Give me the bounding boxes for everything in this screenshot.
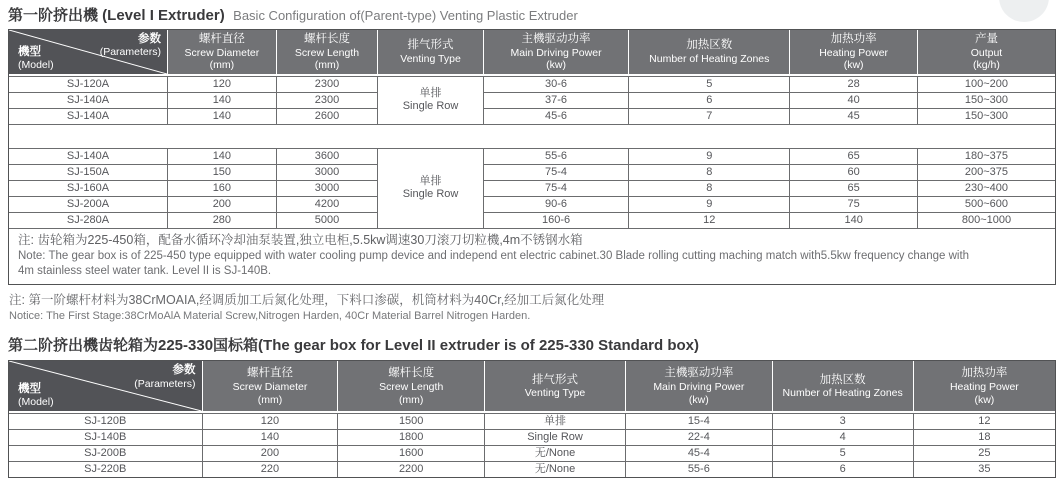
- cell-zones: 6: [773, 461, 914, 477]
- level2-extruder-table-frame: [8, 360, 1056, 478]
- col-header-main-driving-power: 主機驱动功率 Main Driving Power (kw): [626, 361, 772, 413]
- col-header-heating-zones: 加热区数 Number of Heating Zones: [629, 30, 790, 76]
- cell-heating: 28: [790, 76, 918, 92]
- cell-length: 2600: [277, 108, 378, 124]
- table-row: [9, 413, 1055, 429]
- cell-model: SJ-120A: [9, 76, 168, 92]
- cell-diameter: 140: [203, 429, 339, 445]
- cell-venting-merged-group2: 单排 Single Row: [378, 148, 484, 228]
- cell-heating: 12: [914, 413, 1055, 429]
- cell-length: 3000: [277, 180, 378, 196]
- cell-power: 90-6: [484, 196, 629, 212]
- cell-zones: 4: [773, 429, 914, 445]
- cell-diameter: 140: [168, 148, 277, 164]
- cell-diameter: 150: [168, 164, 277, 180]
- cell-zones: 12: [629, 212, 790, 228]
- cell-length: 4200: [277, 196, 378, 212]
- cell-venting: 无/None: [485, 461, 626, 477]
- corner-header-cell: [9, 30, 168, 76]
- col-header-output: 产量 Output (kg/h): [918, 30, 1055, 76]
- table-row: [9, 180, 1055, 196]
- cell-heating: 140: [790, 212, 918, 228]
- cell-heating: 60: [790, 164, 918, 180]
- cell-heating: 65: [790, 180, 918, 196]
- group-spacer-row: [9, 124, 1055, 148]
- col-header-heating-zones: 加热区数 Number of Heating Zones: [773, 361, 914, 413]
- note-chinese: 注: 齿轮箱为225-450箱，配备水循环冷却油泵装置,独立电柜,5.5kw调速30刀滚刀切粒機,4m不锈钢水箱: [18, 232, 583, 247]
- note-english-line2: 4m stainless steel water tank. Level II is SJ-140B.: [18, 264, 272, 277]
- cell-zones: 5: [629, 76, 790, 92]
- cell-diameter: 120: [168, 76, 277, 92]
- cell-heating: 45: [790, 108, 918, 124]
- material-notice-english: Notice: The First Stage:38CrMoAlA Material Screw,Nitrogen Harden, 40Cr Material Barrel Nitrogen Harden.: [9, 309, 531, 322]
- level1-title-english: Basic Configuration of(Parent-type) Venting Plastic Extruder: [233, 8, 578, 23]
- cell-length: 1800: [338, 429, 484, 445]
- material-notice: [9, 292, 1056, 324]
- cell-zones: 5: [773, 445, 914, 461]
- cell-power: 22-4: [626, 429, 772, 445]
- cell-heating: 35: [914, 461, 1055, 477]
- table-row: [9, 108, 1055, 124]
- cell-zones: 7: [629, 108, 790, 124]
- header-row: [9, 30, 1055, 76]
- cell-zones: 6: [629, 92, 790, 108]
- cell-heating: 18: [914, 429, 1055, 445]
- col-header-screw-diameter: 螺杆直径 Screw Diameter (mm): [203, 361, 339, 413]
- cell-diameter: 140: [168, 108, 277, 124]
- col-header-venting-type: 排气形式 Venting Type: [485, 361, 626, 413]
- cell-power: 37-6: [484, 92, 629, 108]
- cell-model: SJ-140B: [9, 429, 203, 445]
- col-header-venting-type: 排气形式 Venting Type: [378, 30, 484, 76]
- cell-diameter: 200: [168, 196, 277, 212]
- material-notice-chinese: 注: 第一阶螺杆材料为38CrMOAIA,经调质加工后氮化处理，下料口渗碳，机筒材料为40Cr,经加工后氮化处理: [9, 292, 605, 307]
- cell-model: SJ-220B: [9, 461, 203, 477]
- cell-power: 55-6: [484, 148, 629, 164]
- cell-length: 3600: [277, 148, 378, 164]
- level1-extruder-table: [9, 30, 1055, 284]
- cell-power: 75-4: [484, 180, 629, 196]
- col-header-heating-power: 加热功率 Heating Power (kw): [790, 30, 918, 76]
- table-row: [9, 445, 1055, 461]
- cell-model: SJ-200A: [9, 196, 168, 212]
- cell-power: 30-6: [484, 76, 629, 92]
- cell-output: 230~400: [918, 180, 1055, 196]
- table-row: [9, 429, 1055, 445]
- cell-length: 1600: [338, 445, 484, 461]
- cell-venting-merged-group1: 单排 Single Row: [378, 76, 484, 124]
- cell-output: 180~375: [918, 148, 1055, 164]
- table-row: [9, 148, 1055, 164]
- cell-power: 45-4: [626, 445, 772, 461]
- cell-diameter: 140: [168, 92, 277, 108]
- cell-length: 2300: [277, 76, 378, 92]
- level1-extruder-table-frame: [8, 29, 1056, 285]
- col-header-screw-diameter: 螺杆直径 Screw Diameter (mm): [168, 30, 277, 76]
- header-row: [9, 361, 1055, 413]
- note-english-line1: Note: The gear box is of 225-450 type equipped with water cooling pump device and independ ent electric cabinet.30 Blade rolling cutting maching match with5.5kw frequency change with: [18, 249, 970, 262]
- table-row: [9, 76, 1055, 92]
- cell-output: 150~300: [918, 108, 1055, 124]
- cell-diameter: 200: [203, 445, 339, 461]
- corner-model-label: 機型 (Model): [18, 382, 54, 409]
- cell-model: SJ-200B: [9, 445, 203, 461]
- table-row: [9, 196, 1055, 212]
- table-row: [9, 92, 1055, 108]
- cell-length: 2200: [338, 461, 484, 477]
- cell-heating: 25: [914, 445, 1055, 461]
- cell-diameter: 160: [168, 180, 277, 196]
- cell-power: 15-4: [626, 413, 772, 429]
- cell-length: 3000: [277, 164, 378, 180]
- cell-heating: 65: [790, 148, 918, 164]
- cell-model: SJ-150A: [9, 164, 168, 180]
- cell-output: 150~300: [918, 92, 1055, 108]
- cell-power: 45-6: [484, 108, 629, 124]
- cell-length: 1500: [338, 413, 484, 429]
- cell-zones: 9: [629, 148, 790, 164]
- cell-output: 800~1000: [918, 212, 1055, 228]
- corner-model-label: 機型 (Model): [18, 45, 54, 71]
- col-header-main-driving-power: 主機驱动功率 Main Driving Power (kw): [484, 30, 629, 76]
- cell-diameter: 280: [168, 212, 277, 228]
- cell-zones: 8: [629, 164, 790, 180]
- cell-zones: 8: [629, 180, 790, 196]
- cell-venting: 无/None: [485, 445, 626, 461]
- cell-heating: 75: [790, 196, 918, 212]
- cell-output: 100~200: [918, 76, 1055, 92]
- cell-diameter: 120: [203, 413, 339, 429]
- cell-power: 55-6: [626, 461, 772, 477]
- cell-length: 5000: [277, 212, 378, 228]
- table-row: [9, 461, 1055, 477]
- level1-title-chinese: 第一阶挤出機 (Level I Extruder): [8, 7, 225, 24]
- cell-model: SJ-120B: [9, 413, 203, 429]
- cell-output: 200~375: [918, 164, 1055, 180]
- cell-length: 2300: [277, 92, 378, 108]
- level1-table-title: [8, 4, 1056, 25]
- cell-venting: 单排: [485, 413, 626, 429]
- cell-venting: Single Row: [485, 429, 626, 445]
- cell-output: 500~600: [918, 196, 1055, 212]
- cell-heating: 40: [790, 92, 918, 108]
- cell-diameter: 220: [203, 461, 339, 477]
- col-header-screw-length: 螺杆长度 Screw Length (mm): [277, 30, 378, 76]
- level2-table-title: 第二阶挤出機齿轮箱为225-330国标箱(The gear box for Level II extruder is of 225-330 Standard box): [8, 337, 700, 355]
- level2-extruder-table: [9, 361, 1055, 477]
- cell-model: SJ-140A: [9, 92, 168, 108]
- cell-model: SJ-140A: [9, 148, 168, 164]
- cell-model: SJ-280A: [9, 212, 168, 228]
- corner-header-cell: [9, 361, 203, 413]
- corner-parameters-label: 参数 (Parameters): [99, 33, 161, 59]
- table-note-row: [9, 228, 1055, 284]
- corner-parameters-label: 参数 (Parameters): [134, 364, 196, 390]
- col-header-screw-length: 螺杆长度 Screw Length (mm): [338, 361, 484, 413]
- table-row: [9, 212, 1055, 228]
- table-row: [9, 164, 1055, 180]
- cell-power: 160-6: [484, 212, 629, 228]
- cell-zones: 3: [773, 413, 914, 429]
- cell-model: SJ-160A: [9, 180, 168, 196]
- col-header-heating-power: 加热功率 Heating Power (kw): [914, 361, 1055, 413]
- cell-power: 75-4: [484, 164, 629, 180]
- cell-model: SJ-140A: [9, 108, 168, 124]
- cell-zones: 9: [629, 196, 790, 212]
